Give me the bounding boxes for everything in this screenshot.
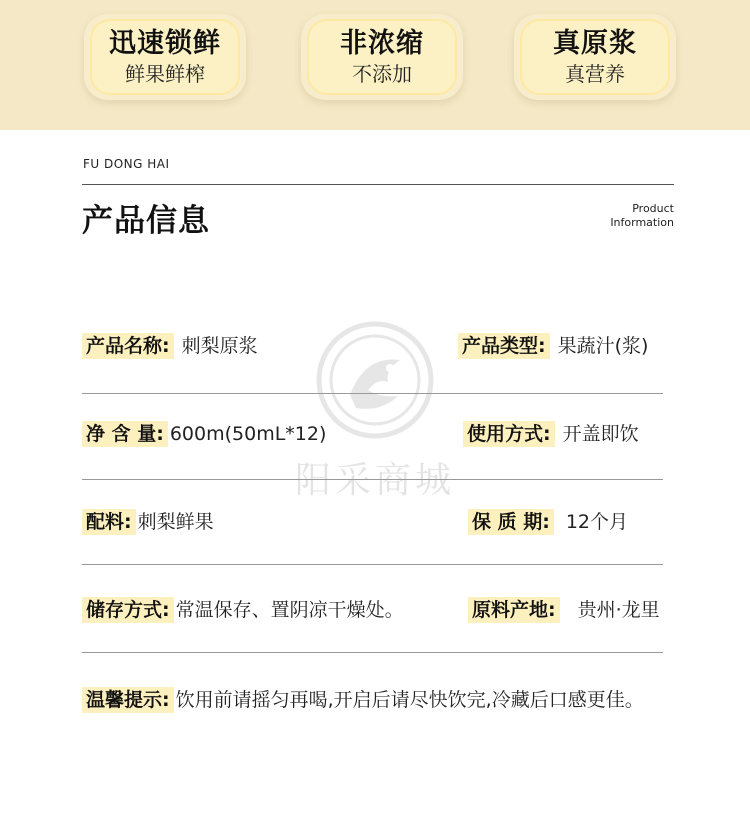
field-label: 温馨提示: — [82, 687, 174, 713]
info-row-storage-origin — [82, 597, 663, 685]
field-label: 产品类型: — [458, 333, 550, 359]
brand-name: FU DONG HAI — [83, 157, 170, 171]
field-value: 刺梨鲜果 — [137, 511, 214, 533]
field-value: 饮用前请摇匀再喝,开启后请尽快饮完,冷藏后口感更佳。 — [175, 689, 644, 711]
section-title-english-line2: Information — [610, 216, 674, 229]
row-divider — [82, 393, 663, 394]
net-volume-field — [82, 421, 326, 447]
feature-badge-not-concentrated — [301, 14, 463, 100]
field-value: 果蔬汁(浆) — [557, 335, 649, 357]
origin-field — [468, 597, 660, 623]
product-name-field — [82, 333, 258, 359]
info-row-name-type — [82, 333, 663, 421]
badge-subtitle: 鲜果鲜榨 — [125, 62, 205, 86]
field-label: 使用方式: — [463, 421, 555, 447]
info-row-ingredients-shelf — [82, 509, 663, 597]
section-title-english — [610, 202, 674, 230]
field-value: 贵州·龙里 — [577, 599, 660, 621]
usage-method-field — [463, 421, 639, 447]
field-value: 开盖即饮 — [562, 423, 639, 445]
ingredients-field — [82, 509, 214, 535]
field-label: 储存方式: — [82, 597, 174, 623]
field-value: 刺梨原浆 — [181, 335, 258, 357]
field-value: 600m(50mL*12) — [169, 423, 327, 445]
storage-method-field — [82, 597, 404, 623]
section-title-english-line1: Product — [632, 202, 674, 215]
field-label: 原料产地: — [468, 597, 560, 623]
section-title: 产品信息 — [82, 203, 210, 239]
header-divider — [82, 184, 674, 185]
badge-title: 非浓缩 — [340, 28, 424, 59]
badge-title: 真原浆 — [553, 28, 637, 59]
badge-title: 迅速锁鲜 — [109, 28, 221, 59]
feature-banner — [0, 0, 750, 130]
field-value: 常温保存、置阴凉干燥处。 — [175, 599, 404, 621]
info-row-tip — [82, 687, 682, 775]
feature-badge-pure-pulp — [514, 14, 676, 100]
badge-subtitle: 不添加 — [352, 62, 412, 86]
row-divider — [82, 564, 663, 565]
row-divider — [82, 652, 663, 653]
warm-tip-field — [82, 687, 644, 713]
row-divider — [82, 479, 663, 480]
info-row-volume-usage — [82, 421, 663, 509]
field-label: 产品名称: — [82, 333, 174, 359]
field-label: 保 质 期: — [468, 509, 554, 535]
field-label: 净 含 量: — [82, 421, 168, 447]
field-value: 12个月 — [565, 511, 629, 533]
feature-badge-fresh — [84, 14, 246, 100]
watermark-text: 阳采商城 — [294, 460, 455, 501]
shelf-life-field — [468, 509, 628, 535]
badge-subtitle: 真营养 — [565, 62, 625, 86]
field-label: 配料: — [82, 509, 136, 535]
product-type-field — [458, 333, 648, 359]
